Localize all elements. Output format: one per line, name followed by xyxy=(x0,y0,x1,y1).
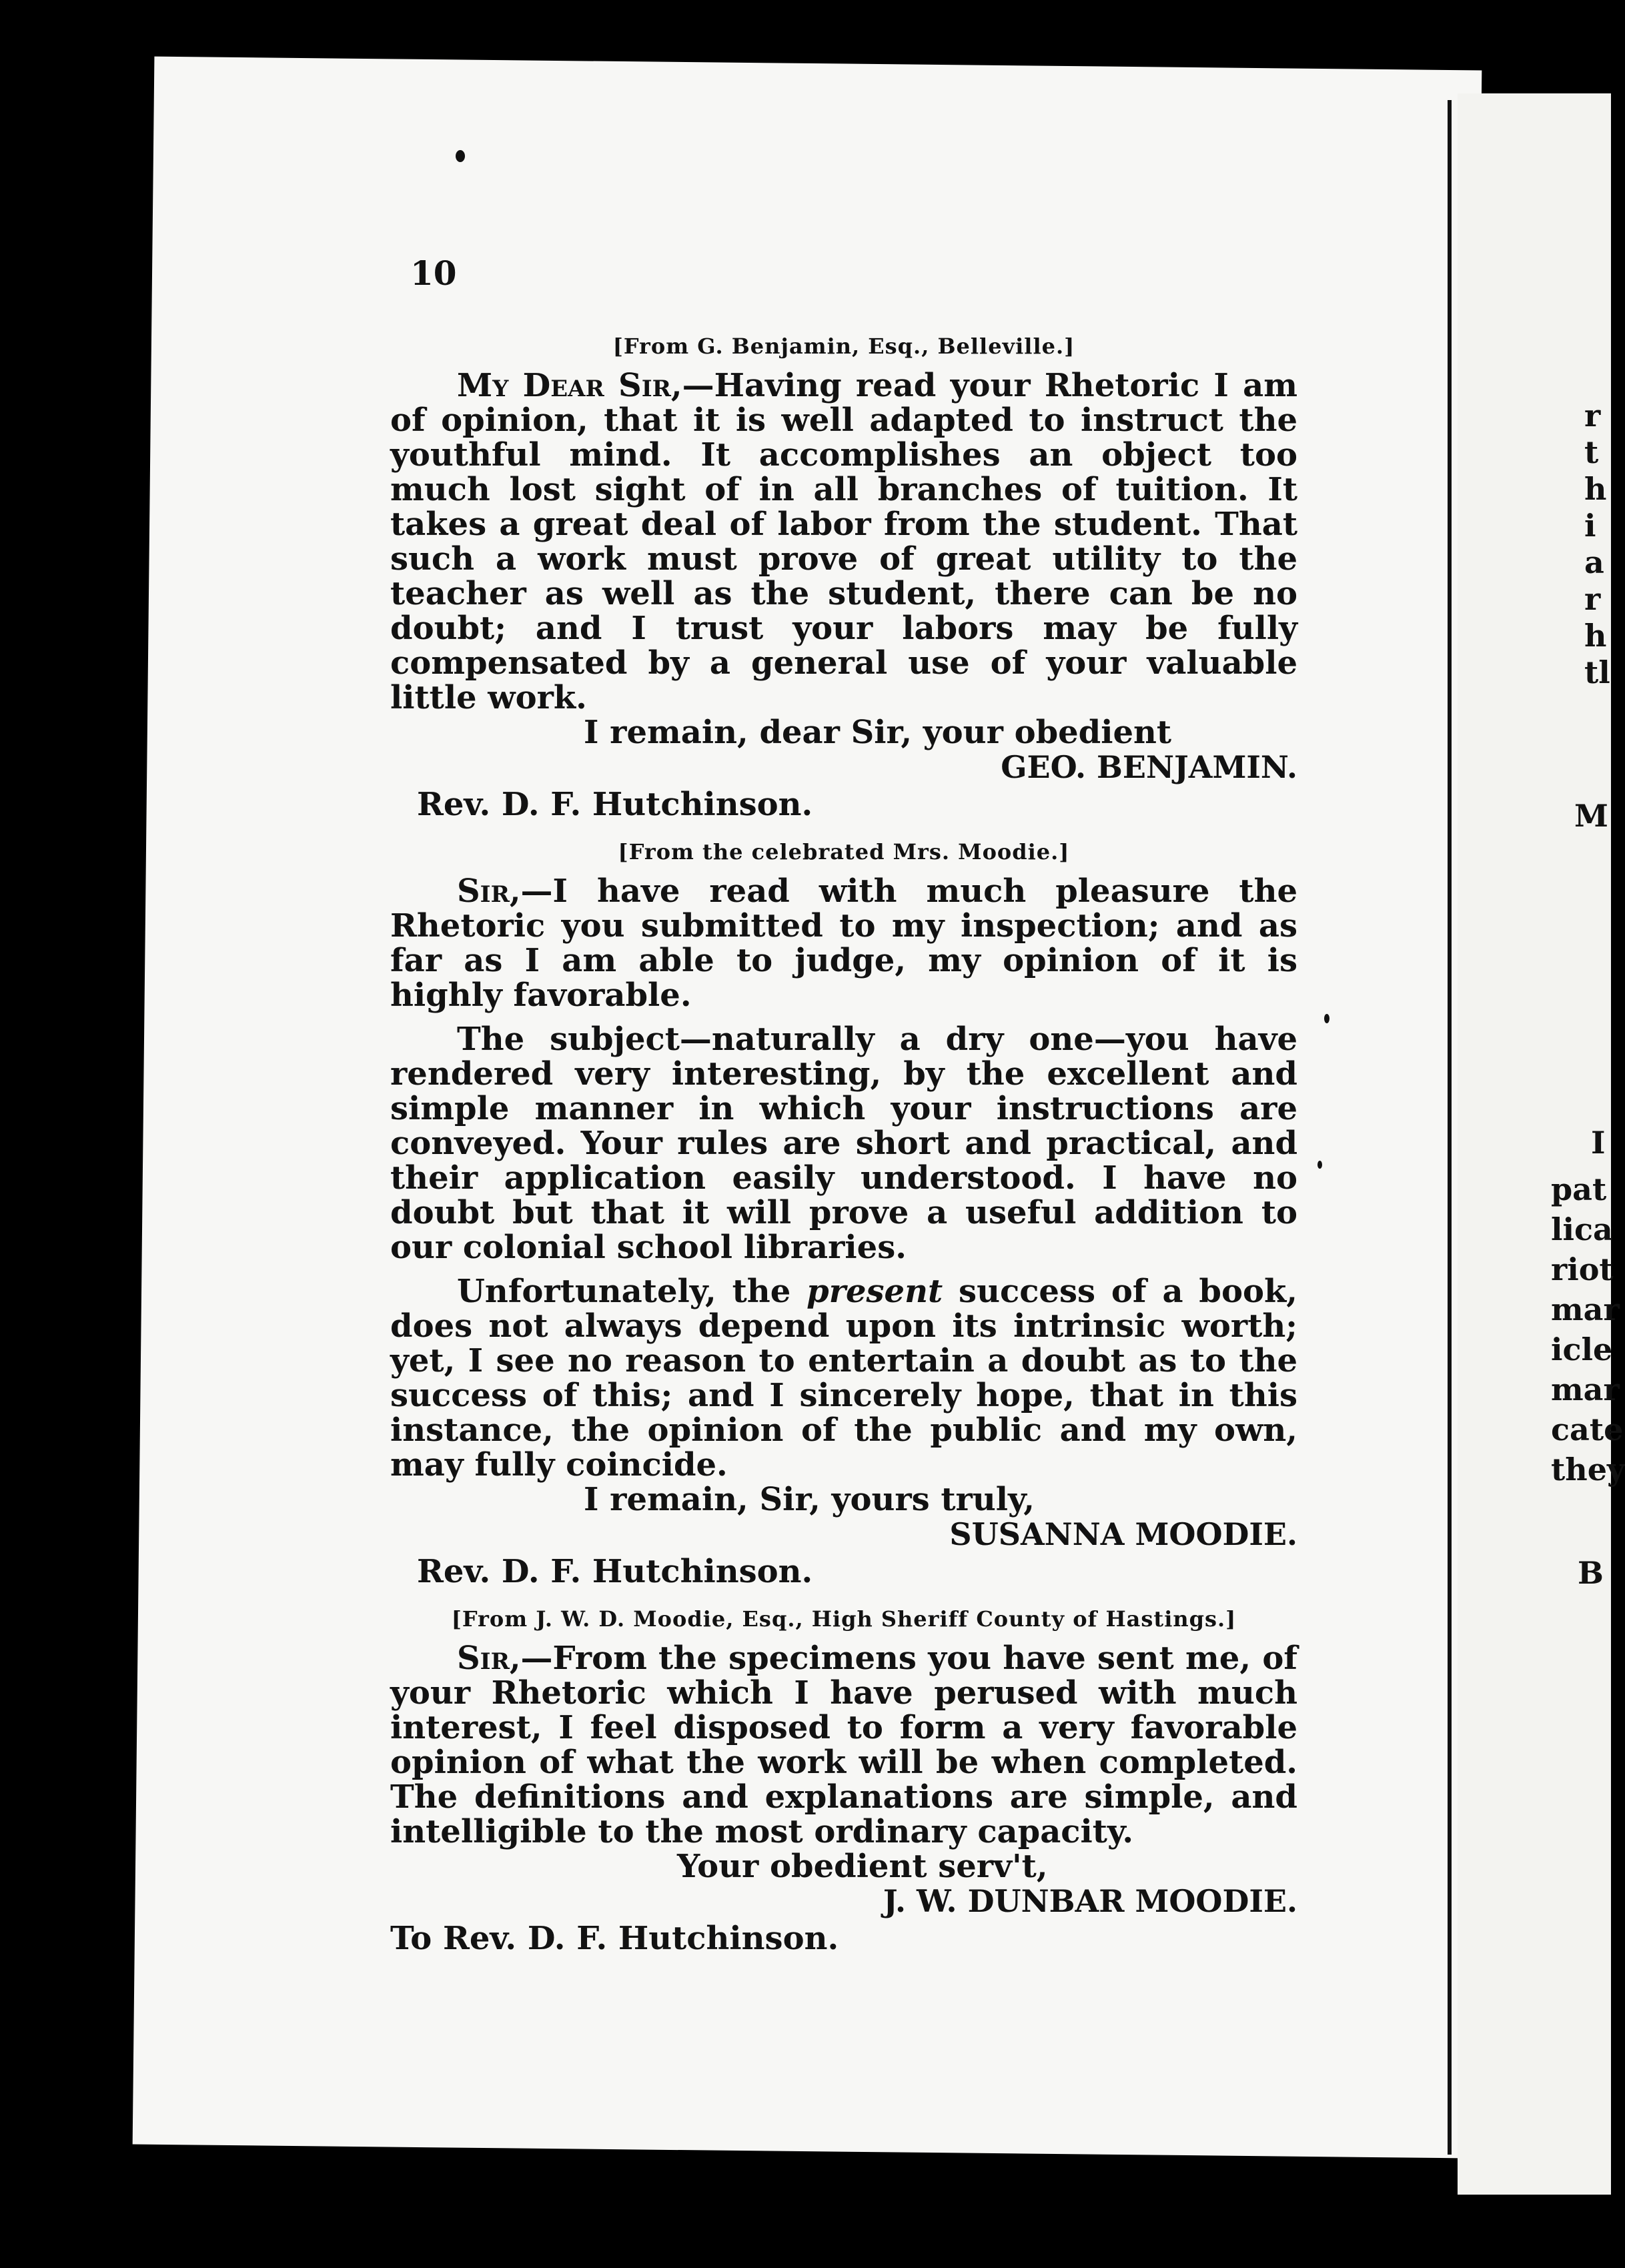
facing-fragment: I xyxy=(1591,1125,1606,1161)
letter-closing: I remain, Sir, yours truly, xyxy=(584,1481,1035,1518)
letter-paragraph: The subject—naturally a dry one—you have rendered very interesting, by the excellent and simple manner in which your instructions are conveyed. Your rules are short and practical, and their application easily understood. I have no doubt but that it will prove a useful addition to our colonial school libraries. xyxy=(390,1021,1297,1266)
letter-salutation: My Dear Sir, xyxy=(457,367,682,404)
facing-fragment: t xyxy=(1584,434,1599,470)
page-number: 10 xyxy=(410,253,457,293)
ink-spot xyxy=(456,150,465,162)
letter-addressee: To Rev. D. F. Hutchinson. xyxy=(390,1920,839,1957)
letter-addressee: Rev. D. F. Hutchinson. xyxy=(417,786,813,823)
letter-source: [From the celebrated Mrs. Moodie.] xyxy=(618,839,1070,865)
letter-salutation: Sir, xyxy=(457,873,521,910)
facing-fragment: i xyxy=(1584,508,1596,544)
letter-closing: I remain, dear Sir, your obedient xyxy=(584,714,1172,751)
letter-paragraph xyxy=(390,368,1297,715)
letter-source: [From J. W. D. Moodie, Esq., High Sheriff County of Hastings.] xyxy=(451,1606,1237,1632)
letter-addressee: Rev. D. F. Hutchinson. xyxy=(417,1553,813,1590)
letter-signature: GEO. BENJAMIN. xyxy=(1001,749,1297,785)
facing-fragment: M xyxy=(1574,798,1608,834)
letter-jwd-moodie xyxy=(390,1606,1297,1956)
facing-fragment: they xyxy=(1551,1452,1625,1488)
facing-fragment: riot xyxy=(1551,1251,1614,1287)
facing-fragment: tl xyxy=(1584,654,1610,690)
facing-fragment: r xyxy=(1584,581,1601,617)
facing-fragment: h xyxy=(1584,618,1607,654)
letter-paragraph xyxy=(390,1641,1297,1849)
page-body xyxy=(390,247,1297,1973)
facing-fragment: icle xyxy=(1551,1331,1613,1367)
facing-fragment: r xyxy=(1584,398,1601,434)
letter-paragraph xyxy=(390,874,1297,1013)
letter-benjamin xyxy=(390,334,1297,822)
letter-text: —From the specimens you have sent me, of your Rhetoric which I have perused with much interest, I feel disposed to form a very favorable opinion of what the work will be when completed. The definitions and explanations are simple, and intelligible to the most ordinary capacity. xyxy=(390,1640,1297,1850)
letter-signature: J. W. DUNBAR MOODIE. xyxy=(883,1883,1297,1919)
letter-text: —Having read your Rhetoric I am of opinion, that it is well adapted to instruct the youthful mind. It accomplishes an object too much lost sight of in all branches of tuition. It takes a great deal of labor from the student. That such a work must prove of great utility to the teacher as well as the student, there can be no doubt; and I trust your labors may be fully compensated by a general use of your valuable little work. xyxy=(390,367,1297,716)
book-spine xyxy=(1448,100,1452,2155)
facing-fragment: a xyxy=(1584,544,1604,580)
emphasis-word: present xyxy=(806,1273,943,1310)
letter-susanna-moodie xyxy=(390,839,1297,1589)
ink-spot xyxy=(1324,1014,1329,1023)
facing-fragment: h xyxy=(1584,471,1607,507)
letter-closing: Your obedient serv't, xyxy=(677,1848,1048,1885)
facing-fragment: mar xyxy=(1551,1371,1620,1407)
facing-fragment: cate xyxy=(1551,1411,1624,1448)
facing-fragment: mar xyxy=(1551,1291,1620,1327)
ink-spot xyxy=(1317,1161,1322,1169)
facing-fragment: lica xyxy=(1551,1211,1613,1247)
facing-fragment: B xyxy=(1578,1555,1604,1591)
letter-text: —I have read with much pleasure the Rhetoric you submitted to my inspection; and as far as I am able to judge, my opinion of it is highly favorable. xyxy=(390,873,1297,1014)
letter-signature: SUSANNA MOODIE. xyxy=(949,1516,1297,1552)
letter-paragraph: Unfortunately, the present success of a book, does not always depend upon its intrinsic worth; yet, I see no reason to entertain a doubt as to the success of this; and I sincerely hope, that in this instance, the opinion of the public and my own, may fully coincide. xyxy=(390,1273,1297,1484)
letter-salutation: Sir, xyxy=(457,1640,521,1677)
letter-source: [From G. Benjamin, Esq., Belleville.] xyxy=(612,334,1075,359)
facing-fragment: pat xyxy=(1551,1171,1607,1207)
